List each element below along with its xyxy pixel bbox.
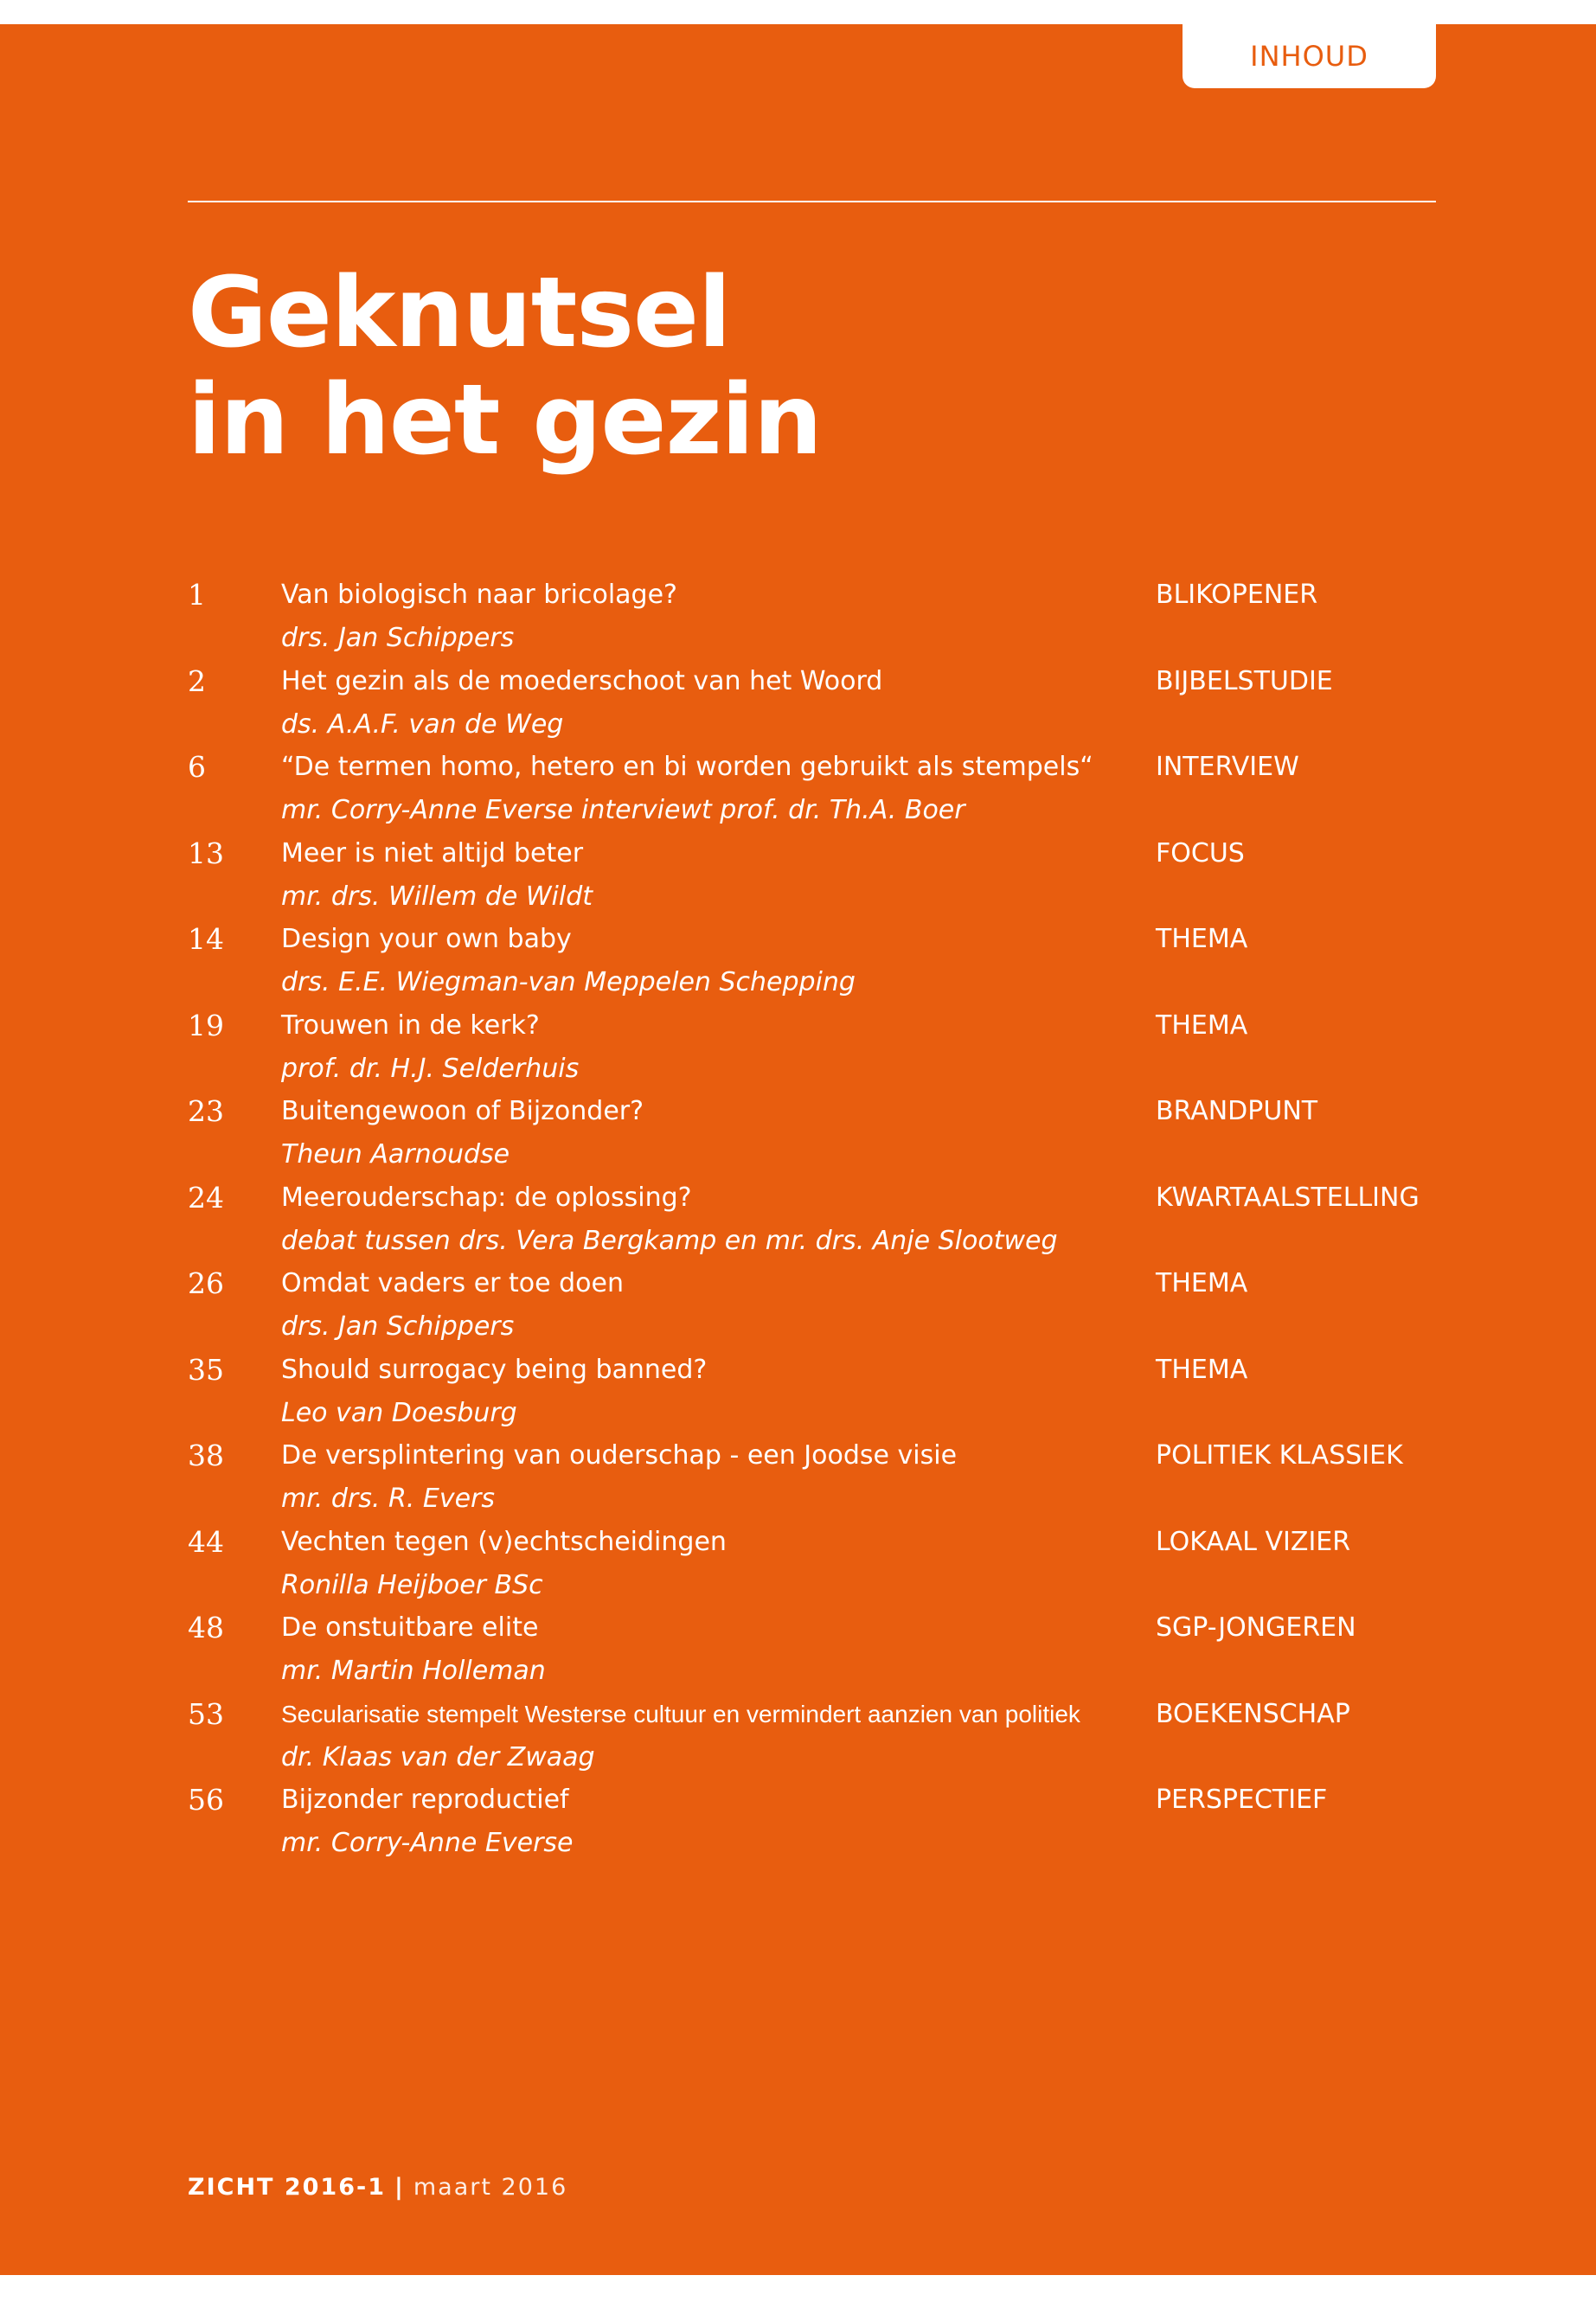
toc-page-number: 19 bbox=[188, 1008, 224, 1042]
toc-entry[interactable] bbox=[188, 1434, 1436, 1521]
toc-article-title: “De termen homo, hetero en bi worden gebruikt als stempels“ bbox=[281, 752, 1093, 782]
toc-author: mr. Corry-Anne Everse interviewt prof. dr. Th.A. Boer bbox=[281, 795, 965, 825]
toc-author: drs. Jan Schippers bbox=[281, 623, 515, 653]
toc-entry[interactable] bbox=[188, 1521, 1436, 1607]
toc-page-number: 35 bbox=[188, 1352, 224, 1387]
toc-page-number: 38 bbox=[188, 1439, 224, 1472]
toc-page-number: 6 bbox=[188, 750, 206, 784]
toc-page-number: 14 bbox=[188, 922, 224, 956]
toc-category: POLITIEK KLASSIEK bbox=[1156, 1440, 1403, 1471]
toc-category: THEMA bbox=[1156, 924, 1248, 954]
toc-article-title: Buitengewoon of Bijzonder? bbox=[281, 1096, 644, 1126]
section-tab bbox=[1183, 24, 1436, 88]
toc-category: KWARTAALSTELLING bbox=[1156, 1182, 1420, 1213]
toc-author: drs. E.E. Wiegman-van Meppelen Schepping bbox=[281, 967, 856, 997]
divider-rule bbox=[188, 201, 1436, 202]
toc-category: LOKAAL VIZIER bbox=[1156, 1526, 1351, 1557]
toc-article-title: Het gezin als de moederschoot van het Woord bbox=[281, 665, 883, 696]
toc-page-number: 44 bbox=[188, 1524, 224, 1559]
toc-article-title: Omdat vaders er toe doen bbox=[281, 1268, 625, 1298]
toc-entry[interactable] bbox=[188, 1004, 1436, 1091]
toc-entry[interactable] bbox=[188, 660, 1436, 747]
toc-author: mr. Corry-Anne Everse bbox=[281, 1828, 574, 1858]
toc-author: dr. Klaas van der Zwaag bbox=[281, 1741, 595, 1772]
toc-article-title: Meerouderschap: de oplossing? bbox=[281, 1182, 692, 1213]
magazine-issue: ZICHT 2016-1 bbox=[188, 2174, 386, 2201]
toc-page-number: 13 bbox=[188, 836, 224, 870]
toc-page-number: 23 bbox=[188, 1094, 224, 1128]
toc-entry[interactable] bbox=[188, 574, 1436, 660]
toc-category: THEMA bbox=[1156, 1268, 1248, 1298]
toc-article-title: Design your own baby bbox=[281, 924, 572, 954]
toc-entry[interactable] bbox=[188, 918, 1436, 1004]
toc-category: SGP-JONGEREN bbox=[1156, 1612, 1356, 1643]
toc-entry[interactable] bbox=[188, 1693, 1436, 1779]
toc-entry[interactable] bbox=[188, 1606, 1436, 1693]
toc-entry[interactable] bbox=[188, 1176, 1436, 1263]
toc-category: BRANDPUNT bbox=[1156, 1096, 1318, 1126]
toc-entry[interactable] bbox=[188, 1262, 1436, 1349]
toc-entry[interactable] bbox=[188, 1090, 1436, 1176]
toc-article-title: Bijzonder reproductief bbox=[281, 1785, 569, 1815]
toc-author: Ronilla Heijboer BSc bbox=[281, 1569, 543, 1600]
toc-article-title: Van biologisch naar bricolage? bbox=[281, 580, 677, 610]
toc-article-title: Should surrogacy being banned? bbox=[281, 1354, 708, 1385]
toc-article-title: Secularisatie stempelt Westerse cultuur en vermindert aanzien van politiek bbox=[281, 1700, 1080, 1727]
toc-category: FOCUS bbox=[1156, 837, 1245, 868]
toc-author: mr. drs. R. Evers bbox=[281, 1484, 496, 1514]
toc-article-title: De versplintering van ouderschap - een Joodse visie bbox=[281, 1440, 958, 1471]
toc-entry[interactable] bbox=[188, 832, 1436, 919]
toc-category: PERSPECTIEF bbox=[1156, 1785, 1328, 1815]
toc-page-number: 56 bbox=[188, 1783, 224, 1817]
toc-page-number: 48 bbox=[188, 1611, 224, 1644]
page-footer bbox=[188, 2174, 567, 2201]
issue-date: maart 2016 bbox=[413, 2174, 568, 2201]
toc-article-title: De onstuitbare elite bbox=[281, 1612, 539, 1643]
toc-author: Theun Aarnoudse bbox=[281, 1139, 510, 1170]
section-tab-label: INHOUD bbox=[1250, 40, 1368, 73]
toc-author: mr. drs. Willem de Wildt bbox=[281, 881, 593, 912]
toc-page-number: 24 bbox=[188, 1180, 224, 1215]
toc-article-title: Vechten tegen (v)echtscheidingen bbox=[281, 1526, 727, 1557]
toc-category: BLIKOPENER bbox=[1156, 580, 1318, 610]
page-title bbox=[188, 257, 822, 477]
toc-page-number: 1 bbox=[188, 578, 206, 612]
toc-author: Leo van Doesburg bbox=[281, 1397, 517, 1428]
toc-author: debat tussen drs. Vera Bergkamp en mr. drs. Anje Slootweg bbox=[281, 1225, 1058, 1256]
toc-page-number: 2 bbox=[188, 663, 206, 698]
toc-page bbox=[0, 24, 1596, 2275]
toc-author: prof. dr. H.J. Selderhuis bbox=[281, 1053, 580, 1084]
title-line-1: Geknutsel bbox=[188, 257, 731, 369]
toc-article-title: Trouwen in de kerk? bbox=[281, 1009, 540, 1041]
table-of-contents bbox=[188, 574, 1436, 1865]
toc-entry[interactable] bbox=[188, 1779, 1436, 1865]
footer-separator: | bbox=[394, 2174, 405, 2201]
toc-entry[interactable] bbox=[188, 1349, 1436, 1435]
toc-category: INTERVIEW bbox=[1156, 752, 1299, 782]
toc-author: drs. Jan Schippers bbox=[281, 1311, 515, 1342]
toc-category: BIJBELSTUDIE bbox=[1156, 665, 1333, 696]
toc-page-number: 26 bbox=[188, 1266, 224, 1300]
toc-author: mr. Martin Holleman bbox=[281, 1656, 546, 1686]
toc-category: THEMA bbox=[1156, 1354, 1248, 1385]
title-line-2: in het gezin bbox=[188, 364, 822, 477]
toc-page-number: 53 bbox=[188, 1696, 224, 1731]
toc-category: THEMA bbox=[1156, 1009, 1248, 1041]
toc-article-title: Meer is niet altijd beter bbox=[281, 837, 584, 868]
toc-entry[interactable] bbox=[188, 746, 1436, 832]
toc-category: BOEKENSCHAP bbox=[1156, 1698, 1350, 1729]
toc-author: ds. A.A.F. van de Weg bbox=[281, 708, 564, 740]
